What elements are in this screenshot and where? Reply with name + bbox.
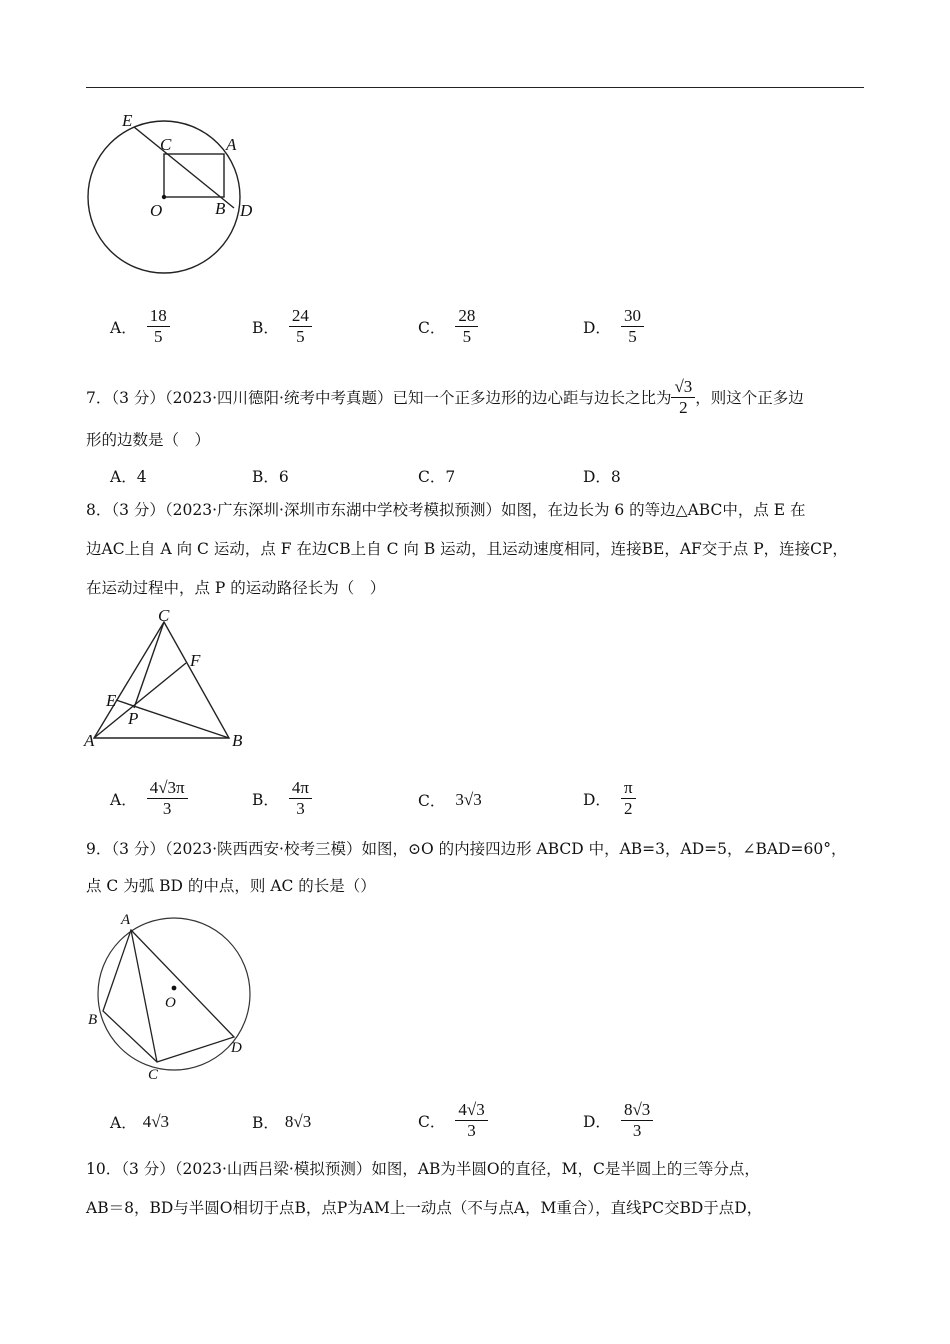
q8-stem-line1: 8．（3 分）（2023·广东深圳·深圳市东湖中学校考模拟预测）如图，在边长为 6 的等边△ABC中，点 E 在 (86, 501, 806, 519)
numerator: 30 (621, 306, 644, 327)
option-letter: C． (418, 1112, 446, 1131)
q8-stem-line2: 边AC上自 A 向 C 运动，点 F 在边CB上自 C 向 B 运动，且运动速度相同，连接BE，AF交于点 P，连接CP， (86, 540, 848, 558)
q8-option-a[interactable] (110, 778, 188, 819)
fraction (621, 778, 636, 819)
q7-text-end: ，则这个正多边 (695, 388, 804, 407)
option-letter: D． (583, 790, 611, 809)
point-o (172, 986, 177, 991)
numerator: 4√3 (455, 1100, 487, 1121)
fraction (289, 778, 312, 819)
fraction (289, 306, 312, 347)
q6-option-a[interactable] (110, 306, 170, 347)
line-ed (134, 127, 234, 208)
fraction (621, 1100, 653, 1141)
option-letter: A． (110, 318, 137, 337)
radical-value: 8√3 (284, 1112, 312, 1131)
option-letter: D． (583, 1112, 611, 1131)
fraction (455, 306, 478, 347)
label-p: P (128, 709, 139, 728)
q10-stem-line1: 10．（3 分）（2023·山西吕梁·模拟预测）如图，AB为半圆O的直径，M，C是半圆上的三等分点， (86, 1160, 760, 1178)
q7-option-d[interactable]: D．8 (583, 468, 621, 486)
point-o (162, 195, 166, 199)
q7-text: 7．（3 分）（2023·四川德阳·统考中考真题）已知一个正多边形的边心距与边长之比为 (86, 388, 672, 407)
label-c: C (158, 608, 170, 625)
label-c: C (148, 1067, 159, 1083)
label-e: E (122, 111, 133, 130)
q7-stem-line2: 形的边数是（ ） (86, 431, 211, 449)
label-e: E (106, 691, 117, 710)
circle-o (98, 918, 250, 1070)
denominator: 2 (623, 799, 633, 818)
denominator: 2 (679, 398, 688, 417)
header-rule (86, 87, 864, 88)
option-letter: A． (110, 790, 137, 809)
q8-option-b[interactable] (252, 778, 312, 819)
denominator: 5 (462, 327, 472, 346)
denominator: 5 (296, 327, 305, 346)
numerator: π (621, 778, 636, 799)
q7-option-c[interactable]: C．7 (418, 468, 456, 486)
q6-option-c[interactable] (418, 306, 478, 347)
option-letter: C． (418, 792, 446, 810)
label-a: A (121, 912, 131, 928)
option-letter: B． (252, 790, 279, 809)
label-b: B (88, 1012, 98, 1028)
option-letter: B． (252, 318, 279, 337)
q7-stem-line1 (86, 377, 804, 418)
label-d: D (231, 1040, 242, 1056)
q10-stem-line2: AB＝8，BD与半圆O相切于点B，点P为AM上一动点（不与点A，M重合），直线PC交BD于点D， (86, 1199, 763, 1217)
q9-option-b[interactable] (252, 1111, 311, 1133)
fraction (621, 306, 644, 347)
q9-stem-line1: 9．（3 分）（2023·陕西西安·校考三模）如图，⊙O 的内接四边形 ABCD 中，AB=3，AD=5，∠BAD=60°， (86, 840, 847, 858)
numerator: √3 (671, 377, 695, 398)
q8-option-c[interactable] (418, 789, 482, 811)
numerator: 4π (289, 778, 312, 799)
figure-q9-inscribed-quadrilateral (84, 906, 256, 1086)
q6-option-b[interactable] (252, 306, 312, 347)
q8-stem-line3: 在运动过程中，点 P 的运动路径长为（ ） (86, 579, 386, 597)
q7-ratio-fraction (671, 377, 695, 418)
fraction (455, 1100, 487, 1141)
numerator: 18 (147, 306, 170, 327)
q9-option-c[interactable] (418, 1100, 488, 1141)
option-letter: C． (418, 318, 446, 337)
numerator: 28 (455, 306, 478, 327)
option-letter: A． (110, 1114, 137, 1132)
label-o: O (150, 201, 163, 220)
line-ac (131, 930, 157, 1062)
denominator: 5 (628, 327, 637, 346)
numerator: 4√3π (147, 778, 188, 799)
q9-option-d[interactable] (583, 1100, 653, 1141)
label-b: B (215, 199, 226, 218)
numerator: 24 (289, 306, 312, 327)
denominator: 3 (162, 799, 172, 818)
denominator: 3 (467, 1121, 476, 1140)
label-b: B (232, 731, 243, 750)
figure-q6-circle-rectangle (80, 108, 270, 280)
q9-option-a[interactable] (110, 1111, 169, 1133)
label-o: O (165, 995, 176, 1011)
denominator: 3 (296, 799, 305, 818)
label-f: F (190, 651, 201, 670)
q7-option-b[interactable]: B．6 (252, 468, 289, 486)
q7-option-a[interactable]: A．4 (110, 468, 147, 486)
q9-stem-line2: 点 C 为弧 BD 的中点，则 AC 的长是（） (86, 877, 376, 895)
label-d: D (240, 201, 253, 220)
label-a: A (226, 135, 237, 154)
label-a: A (84, 731, 95, 750)
option-letter: B． (252, 1114, 279, 1132)
label-c: C (160, 135, 172, 154)
denominator: 3 (632, 1121, 642, 1140)
radical-value: 4√3 (142, 1112, 170, 1131)
denominator: 5 (153, 327, 163, 346)
q6-option-d[interactable] (583, 306, 644, 347)
fraction (147, 778, 188, 819)
q8-option-d[interactable] (583, 778, 636, 819)
fraction (147, 306, 170, 347)
numerator: 8√3 (621, 1100, 653, 1121)
option-letter: D． (583, 318, 611, 337)
figure-q8-triangle (82, 608, 252, 753)
radical-value: 3√3 (455, 790, 482, 809)
